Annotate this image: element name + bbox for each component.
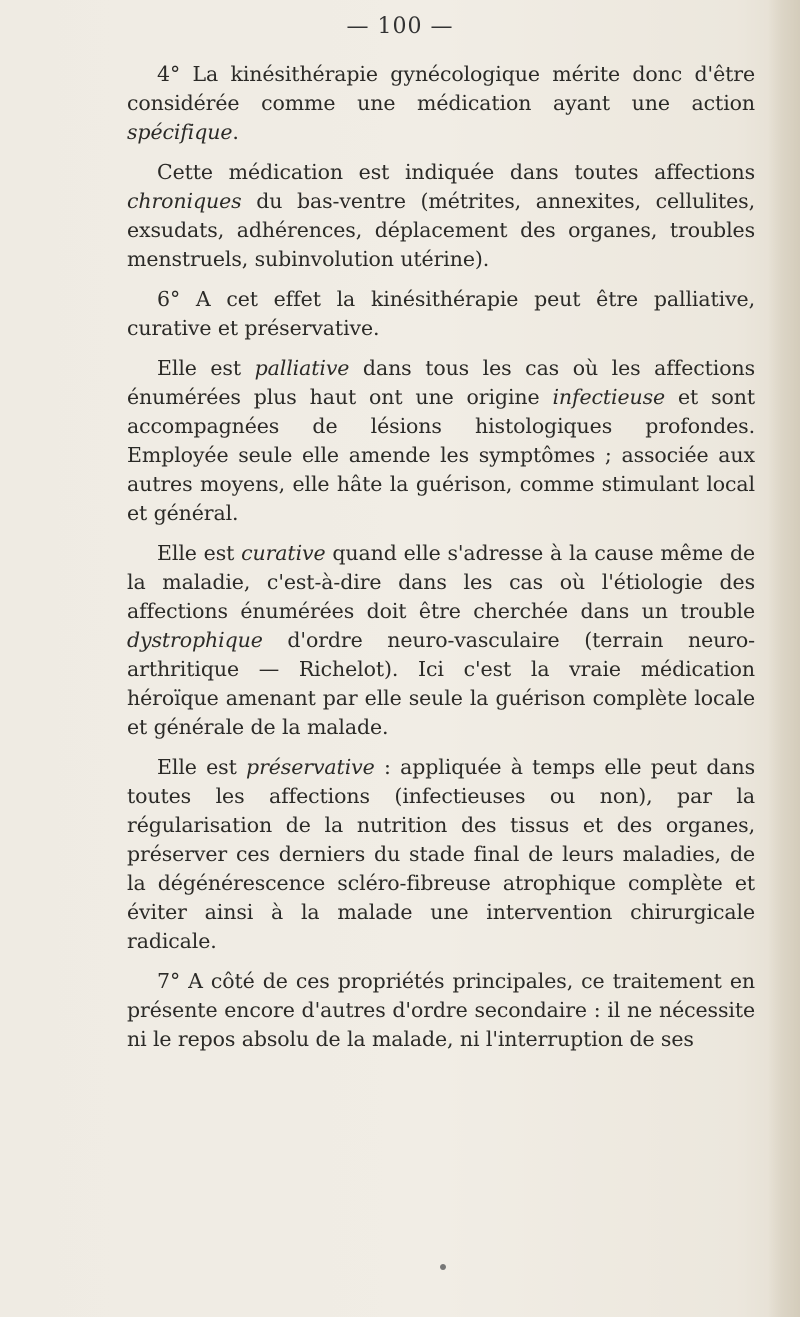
paragraph-3	[127, 285, 755, 343]
paragraph-2	[127, 158, 755, 274]
text-span: 6° A cet effet la kinésithérapie peut être palliative, curative et préservative.	[127, 287, 755, 340]
emphasis-span: chroniques	[127, 189, 242, 213]
text-span: 4° La kinésithérapie gynécologique mérite donc d'être considérée comme une médication ayant une action	[127, 62, 755, 115]
emphasis-span: curative	[241, 541, 326, 565]
paragraph-7	[127, 967, 755, 1054]
paragraph-5	[127, 539, 755, 742]
ink-speck	[440, 1264, 446, 1270]
text-span: quand elle s'adresse à la cause même de la maladie, c'est-à-dire dans les cas où l'étiologie des affections énumérées doit être cherchée dans un trouble	[127, 541, 755, 623]
text-span: Elle est	[157, 755, 247, 779]
emphasis-span: infectieuse	[552, 385, 666, 409]
text-span: 7° A côté de ces propriétés principales, ce traitement en présente encore d'autres d'ordre secondaire : il ne nécessite ni le repos absolu de la malade, ni l'interruption de ses	[127, 969, 755, 1051]
text-span: Elle est	[157, 356, 255, 380]
text-span: dans tous les cas où les affections énumérées plus haut ont une origine	[127, 356, 755, 409]
text-span: Elle est	[157, 541, 242, 565]
body-text	[127, 60, 755, 1065]
text-span: Cette médication est indiquée dans toutes affections	[157, 160, 755, 184]
text-span: du bas-ventre (métrites, annexites, cellulites, exsudats, adhérences, déplacement des organes, troubles menstruels, subinvolution utérine).	[127, 189, 755, 271]
paragraph-4	[127, 354, 755, 528]
text-span: et sont accompagnées de lésions histologiques profondes. Employée seule elle amende les symptômes ; associée aux autres moyens, elle hâte la guérison, comme stimulant local et général.	[127, 385, 755, 525]
emphasis-span: préservative	[246, 755, 375, 779]
emphasis-span: spécifique	[127, 120, 233, 144]
emphasis-span: palliative	[254, 356, 350, 380]
text-span: : appliquée à temps elle peut dans toutes les affections (infectieuses ou non), par la régularisation de la nutrition des tissus et des organes, préserver ces derniers du stade final de leurs maladies, de la dégénérescence scléro-fibreuse atrophique complète et éviter ainsi à la malade une intervention chirurgicale radicale.	[127, 755, 755, 953]
page-number: — 100 —	[346, 14, 454, 39]
emphasis-span: dystrophique	[127, 628, 263, 652]
paragraph-6	[127, 753, 755, 956]
page-edge-shadow	[768, 0, 800, 1317]
paragraph-1	[127, 60, 755, 147]
text-span: d'ordre neuro-vasculaire (terrain neuro-arthritique — Richelot). Ici c'est la vraie médication héroïque amenant par elle seule la guérison complète locale et générale de la malade.	[127, 628, 755, 739]
text-span: .	[232, 120, 239, 144]
